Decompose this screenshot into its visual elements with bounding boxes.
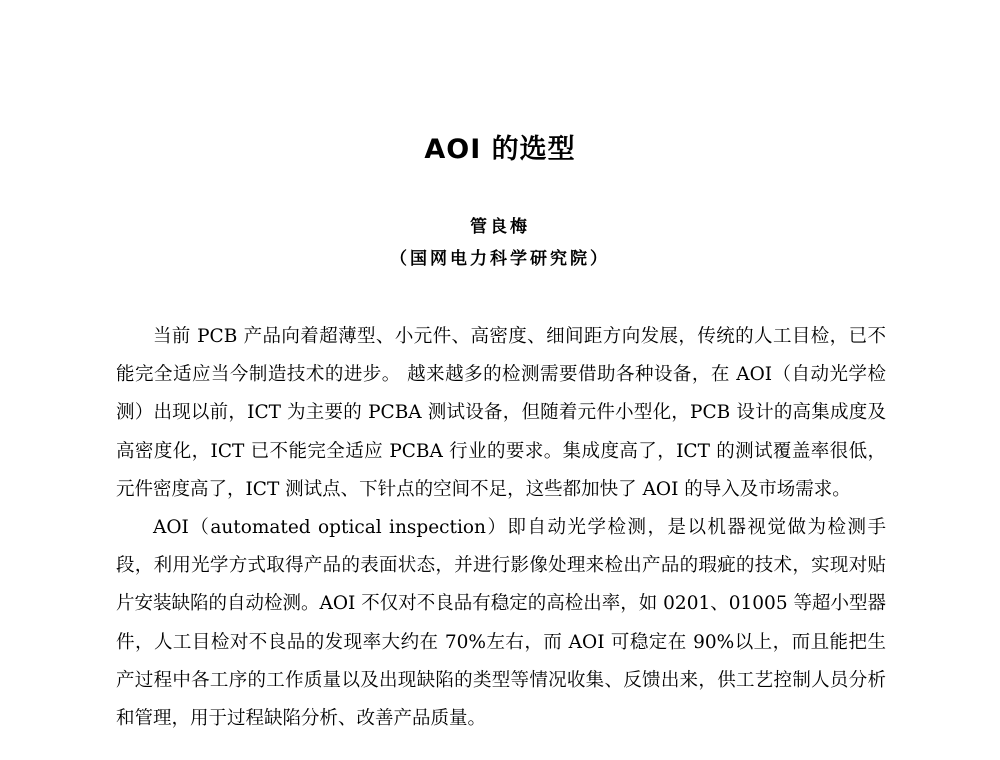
body-text [116,318,886,738]
author-name: 管良梅 [470,217,530,237]
author-affiliation: （国网电力科学研究院） [390,249,610,269]
paper-title: AOI 的选型 [424,134,576,165]
paragraph-2: AOI（automated optical inspection）即自动光学检测，是以机器视觉做为检测手段，利用光学方式取得产品的表面状态，并进行影像处理来检出产品的瑕疵的技术，实现对贴片安装缺陷的自动检测。AOI 不仅对不良品有稳定的高检出率，如 0201、01005 等超小型器件，人工目检对不良品的发现率大约在 70%左右，而 AOI 可稳定在 90%以上，而且能把生产过程中各工序的工作质量以及出现缺陷的类型等情况收集、反馈出来，供工艺控制人员分析和管理，用于过程缺陷分析、改善产品质量。 [116,517,886,730]
paragraph-1: 当前 PCB 产品向着超薄型、小元件、高密度、细间距方向发展，传统的人工目检，已不能完全适应当今制造技术的进步。 越来越多的检测需要借助各种设备，在 AOI（自动光学检测）出现以前，ICT 为主要的 PCBA 测试设备，但随着元件小型化，PCB 设计的高集成度及高密度化，ICT 已不能完全适应 PCBA 行业的要求。集成度高了，ICT 的测试覆盖率很低，元件密度高了，ICT 测试点、下针点的空间不足，这些都加快了 AOI 的导入及市场需求。 [116,326,886,500]
